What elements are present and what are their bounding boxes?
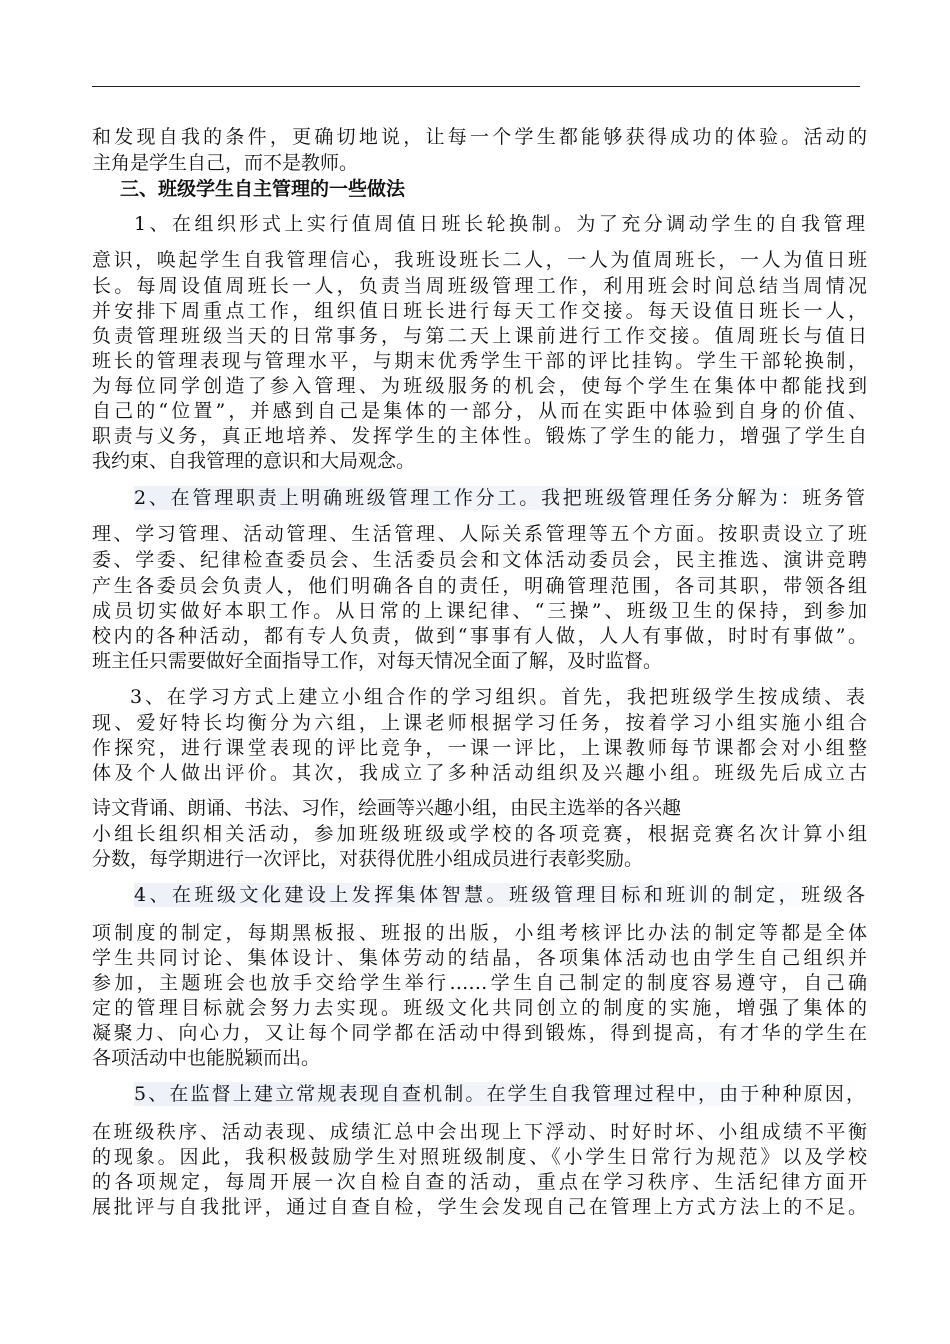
body-line: 职责与义务，真正地培养、发挥学生的主体性。锻炼了学生的能力，增强了学生自: [92, 425, 867, 447]
body-line: 作探究，进行课堂表现的评比竞争，一课一评比，上课教师每节课都会对小组整: [92, 737, 867, 759]
body-line: 委、学委、纪律检查委员会、生活委员会和文体活动委员会，民主推选、演讲竞聘: [92, 549, 867, 571]
body-line: 体及个人做出评价。其次，我成立了多种活动组织及兴趣小组。班级先后成立古: [92, 762, 867, 784]
body-line: 班主任只需要做好全面指导工作，对每天情况全面了解，及时监督。: [92, 650, 663, 672]
body-line: 展批评与自我批评，通过自查自检，学生会发现自己在管理上方式方法上的不足。: [92, 1196, 867, 1218]
body-line: 和发现自我的条件，更确切地说，让每一个学生都能够获得成功的体验。活动的: [92, 126, 867, 148]
paragraph-2-first-line: 2、在管理职责上明确班级管理工作分工。我把班级管理任务分解为：班务管: [134, 487, 865, 509]
body-line: 各项活动中也能脱颖而出。: [92, 1047, 321, 1069]
body-line: 的现象。因此，我积极鼓励学生对照班级制度、《小学生日常行为规范》以及学校: [92, 1146, 867, 1168]
body-line: 项制度的制定，每期黑板报、班报的出版，小组考核评比办法的制定等都是全体: [92, 922, 867, 944]
body-line: 凝聚力、向心力，又让每个同学都在活动中得到锻炼，得到提高，有才华的学生在: [92, 1022, 867, 1044]
body-line: 理、学习管理、活动管理、生活管理、人际关系管理等五个方面。按职责设立了班: [92, 523, 867, 545]
body-line: 意识，唤起学生自我管理信心，我班设班长二人，一人为值周班长，一人为值日班: [92, 249, 867, 271]
body-line: 分数，每学期进行一次评比，对获得优胜小组成员进行表彰奖励。: [92, 848, 644, 870]
body-line: 校内的各种活动，都有专人负责，做到“事事有人做，人人有事做，时时有事做”。: [92, 625, 867, 647]
body-line: 小组长组织相关活动，参加班级班级或学校的各项竞赛，根据竞赛名次计算小组: [92, 823, 867, 845]
paragraph-1-first-line: 1、在组织形式上实行值周值日班长轮换制。为了充分调动学生的自我管理: [134, 213, 865, 235]
body-line: 诗文背诵、朗诵、书法、习作，绘画等兴趣小组，由民主选举的各兴趣: [92, 797, 682, 819]
body-line: 负责管理班级当天的日常事务，与第二天上课前进行工作交接。值周班长与值日: [92, 325, 867, 347]
body-line: 参加，主题班会也放手交给学生举行……学生自己制定的制度容易遵守，自己确: [92, 972, 867, 994]
body-line: 学生共同讨论、集体设计、集体劳动的结晶，各项集体活动也由学生自己组织并: [92, 947, 867, 969]
body-line: 主角是学生自己，而不是教师。: [92, 152, 359, 174]
section-heading: 三、班级学生自主管理的一些做法: [120, 178, 406, 200]
body-line: 在班级秩序、活动表现、成绩汇总中会出现上下浮动、时好时坏、小组成绩不平衡: [92, 1121, 867, 1143]
body-line: 的各项规定，每周开展一次自检自查的活动，重点在学习秩序、生活纪律方面开: [92, 1171, 867, 1193]
paragraph-5-first-line: 5、在监督上建立常规表现自查机制。在学生自我管理过程中，由于种种原因，: [134, 1083, 865, 1105]
body-line: 产生各委员会负责人，他们明确各自的责任，明确管理范围，各司其职，带领各组: [92, 575, 867, 597]
body-line: 自己的“位置”，并感到自己是集体的一部分，从而在实距中体验到自身的价值、: [92, 400, 867, 422]
body-line: 长。每周设值周班长一人，负责当周班级管理工作，利用班会时间总结当周情况: [92, 275, 867, 297]
body-line: 为每位同学创造了参入管理、为班级服务的机会，使每个学生在集体中都能找到: [92, 375, 867, 397]
body-line: 成员切实做好本职工作。从日常的上课纪律、“三操”、班级卫生的保持，到参加: [92, 600, 867, 622]
body-line: 定的管理目标就会努力去实现。班级文化共同创立的制度的实施，增强了集体的: [92, 997, 867, 1019]
body-line: 现、爱好特长均衡分为六组，上课老师根据学习任务，按着学习小组实施小组合: [92, 712, 867, 734]
body-line: 我约束、自我管理的意识和大局观念。: [92, 450, 416, 472]
paragraph-4-first-line: 4、在班级文化建设上发挥集体智慧。班级管理目标和班训的制定，班级各: [134, 884, 865, 906]
body-line: 并安排下周重点工作，组织值日班长进行每天工作交接。每天设值日班长一人，: [92, 300, 867, 322]
header-rule: [92, 86, 860, 87]
paragraph-3-first-line: 3、在学习方式上建立小组合作的学习组织。首先，我把班级学生按成绩、表: [130, 686, 865, 708]
body-line: 班长的管理表现与管理水平，与期末优秀学生干部的评比挂钩。学生干部轮换制，: [92, 350, 867, 372]
